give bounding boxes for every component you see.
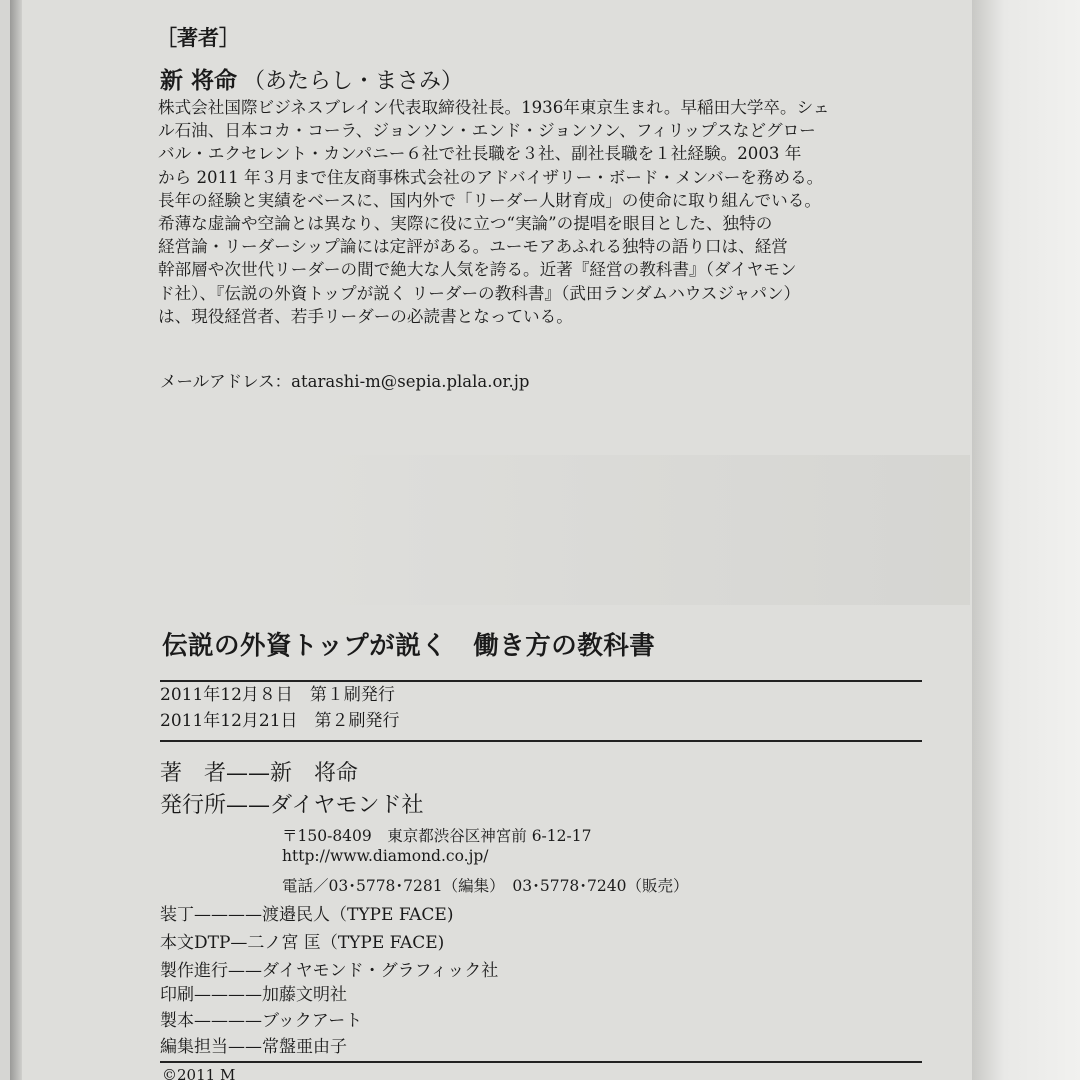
bio-line: 株式会社国際ビジネスブレイン代表取締役社長。1936年東京生まれ。早稲田大学卒。シェ [158, 98, 830, 117]
credit-dash: —— [228, 1037, 262, 1057]
bio-line: 長年の経験と実績をベースに、国内外で「リーダー人財育成」の使命に取り組んでいる。 [158, 190, 821, 210]
credit-dash: — [230, 933, 248, 953]
credit-line [160, 956, 498, 981]
publisher-address: 〒150-8409 東京都渋谷区神宮前 6-12-17 [282, 827, 592, 845]
credit-role: 印刷 [160, 985, 194, 1005]
book-title: 伝説の外資トップが説く 働き方の教科書 [162, 631, 656, 661]
publisher-phone: 電話／03･5778･7281（編集） 03･5778･7240（販売） [282, 877, 689, 895]
credit-dash: —— [228, 961, 262, 981]
credit-name: 二ノ宮 匡（TYPE FACE) [247, 933, 445, 953]
bio-line: 幹部層や次世代リーダーの間で絶大な人気を誇る。近著『経営の教科書』（ダイヤモン [158, 260, 797, 280]
credit-dash: ———— [194, 1011, 262, 1031]
credit-line [160, 1006, 362, 1031]
bio-line: バル・エクセレント・カンパニー６社で社長職を３社、副社長職を１社経験。2003 年 [158, 144, 802, 164]
bio-line: は、現役経営者、若手リーダーの必読書となっている。 [158, 306, 573, 326]
publisher-credit: 発行所——ダイヤモンド社 [160, 793, 424, 818]
author-section-label: ［著者］ [156, 26, 240, 50]
bio-line: ル石油、日本コカ・コーラ、ジョンソン・エンド・ジョンソン、フィリップスなどグロー [158, 121, 816, 141]
printing-line: 2011年12月21日 第２刷発行 [160, 711, 400, 731]
credit-name: ブックアート [262, 1011, 363, 1031]
credit-name: ダイヤモンド・グラフィック社 [262, 961, 499, 981]
credit-role: 製作進行 [160, 961, 228, 981]
printing-rule [160, 740, 922, 742]
printing-line: 2011年12月８日 第１刷発行 [160, 685, 395, 705]
credit-line [160, 1032, 347, 1057]
author-email: メールアドレス：atarashi-m@sepia.plala.or.jp [160, 372, 530, 391]
credit-role: 編集担当 [160, 1037, 228, 1057]
publisher-url: http://www.diamond.co.jp/ [282, 847, 489, 865]
bio-line: 希薄な虚論や空論とは異なり、実際に役に立つ“実論”の提唱を眼目とした、独特の [158, 214, 773, 234]
page-gutter [10, 0, 22, 1080]
credits-rule [160, 1061, 922, 1063]
bleed-through-shadow [310, 455, 970, 605]
credit-role: 製本 [160, 1011, 194, 1031]
credit-role: 装丁 [160, 905, 194, 925]
credit-role: 本文DTP [160, 933, 231, 953]
bio-line: ド社）、『伝説の外資トップが説く リーダーの教科書』（武田ランダムハウスジャパン） [158, 283, 801, 303]
credit-dash: ———— [194, 985, 262, 1005]
credit-line [160, 928, 444, 953]
credit-name: 渡邉民人（TYPE FACE) [262, 905, 454, 925]
author-heading [160, 62, 463, 95]
copyright-notice: ©2011 M [162, 1066, 236, 1080]
author-name: 新 将命 [160, 68, 238, 94]
credit-name: 加藤文明社 [262, 985, 347, 1005]
page-edge [972, 0, 1080, 1080]
book-page [10, 0, 972, 1080]
credit-line [160, 980, 347, 1005]
bio-line: から 2011 年３月まで住友商事株式会社のアドバイザリー・ボード・メンバーを務める。 [158, 167, 824, 187]
credit-line [160, 900, 453, 925]
author-reading: （あたらし・まさみ） [243, 69, 464, 94]
credit-name: 常盤亜由子 [262, 1037, 347, 1057]
author-biography [158, 96, 948, 328]
bio-line: 経営論・リーダーシップ論には定評がある。ユーモアあふれる独特の語り口は、経営 [158, 237, 788, 257]
author-credit: 著 者——新 将命 [160, 761, 359, 786]
credit-dash: ———— [194, 905, 262, 925]
